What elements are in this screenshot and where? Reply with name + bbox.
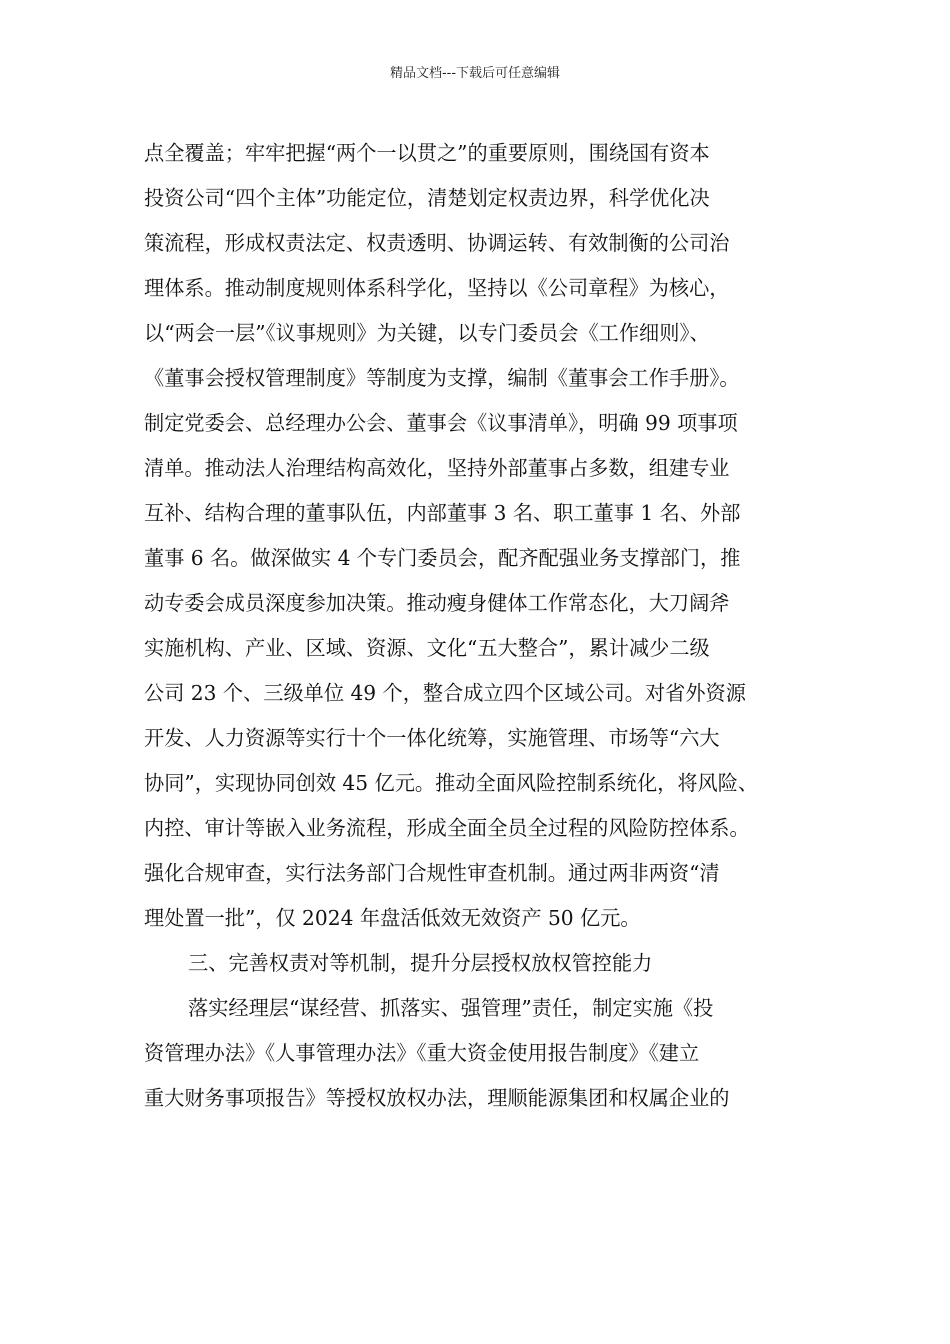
paragraph-line: 落实经理层“谋经营、抓落实、强管理”责任，制定实施《投	[188, 996, 714, 1020]
paragraph-line: 点全覆盖；牢牢把握“两个一以贯之”的重要原则，围绕国有资本	[144, 141, 710, 165]
paragraph-line: 《董事会授权管理制度》等制度为支撑，编制《董事会工作手册》。	[144, 366, 740, 390]
paragraph-line: 动专委会成员深度参加决策。推动瘦身健体工作常态化，大刀阔斧	[144, 591, 730, 615]
paragraph-line: 制定党委会、总经理办公会、董事会《议事清单》，明确 99 项事项	[144, 411, 738, 435]
page-header: 精品文档---下载后可任意编辑	[389, 66, 561, 81]
paragraph-line: 内控、审计等嵌入业务流程，形成全面全员全过程的风险防控体系。	[144, 816, 750, 840]
paragraph-line: 协同”，实现协同创效 45 亿元。推动全面风险控制系统化，将风险、	[144, 771, 759, 795]
section-heading: 三、完善权责对等机制，提升分层授权放权管控能力	[188, 951, 653, 975]
paragraph-line: 投资公司“四个主体”功能定位，清楚划定权责边界，科学优化决	[144, 186, 710, 210]
paragraph-line: 开发、人力资源等实行十个一体化统筹，实施管理、市场等“六大	[144, 726, 720, 750]
paragraph-line: 理体系。推动制度规则体系科学化，坚持以《公司章程》为核心，	[144, 276, 730, 300]
paragraph-line: 理处置一批”，仅 2024 年盘活低效无效资产 50 亿元。	[144, 906, 641, 930]
paragraph-line: 重大财务事项报告》等授权放权办法，理顺能源集团和权属企业的	[144, 1086, 730, 1110]
paragraph-line: 以“两会一层”《议事规则》为关键，以专门委员会《工作细则》、	[144, 321, 710, 345]
paragraph-line: 强化合规审查，实行法务部门合规性审查机制。通过两非两资“清	[144, 861, 720, 885]
paragraph-line: 董事 6 名。做深做实 4 个专门委员会，配齐配强业务支撑部门，推	[144, 546, 741, 570]
paragraph-line: 互补、结构合理的董事队伍，内部董事 3 名、职工董事 1 名、外部	[144, 501, 741, 525]
body-text	[144, 131, 824, 1121]
paragraph-line: 实施机构、产业、区域、资源、文化“五大整合”，累计减少二级	[144, 636, 710, 660]
paragraph-line: 清单。推动法人治理结构高效化，坚持外部董事占多数，组建专业	[144, 456, 730, 480]
paragraph-line: 资管理办法》《人事管理办法》《重大资金使用报告制度》《建立	[144, 1041, 700, 1065]
paragraph-line: 公司 23 个、三级单位 49 个，整合成立四个区域公司。对省外资源	[144, 681, 746, 705]
paragraph-line: 策流程，形成权责法定、权责透明、协调运转、有效制衡的公司治	[144, 231, 730, 255]
